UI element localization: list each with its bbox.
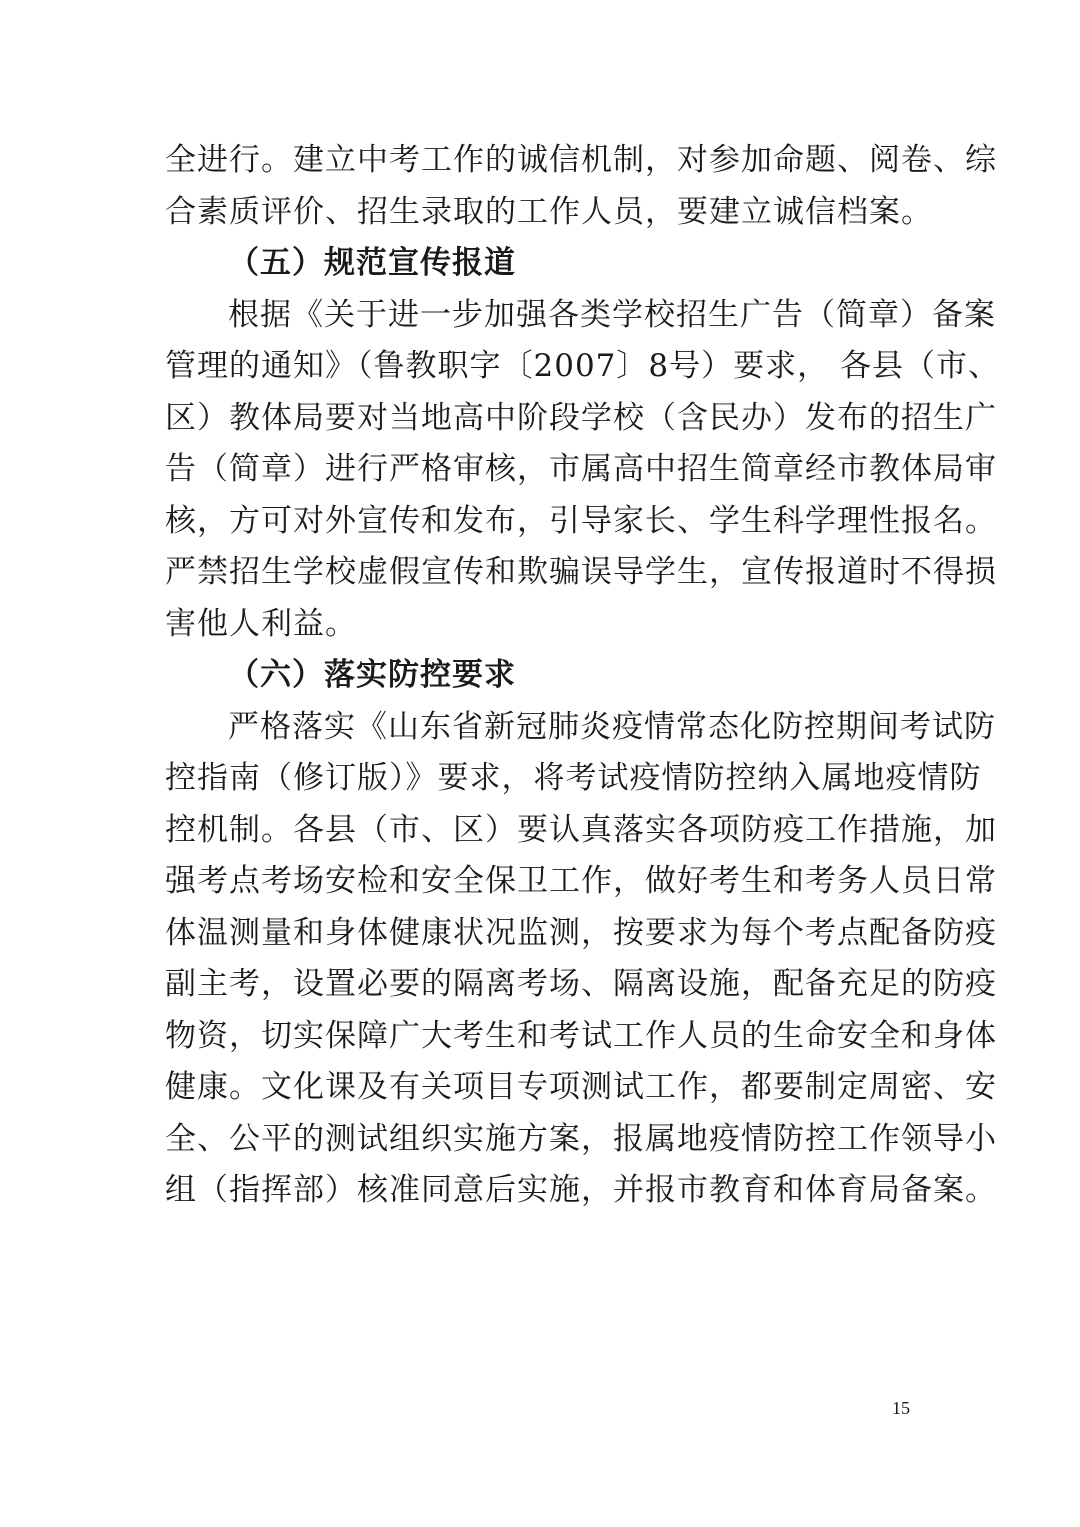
body-line: 健康。文化课及有关项目专项测试工作，都要制定周密、安 bbox=[165, 1069, 997, 1105]
body-line: 组（指挥部）核准同意后实施，并报市教育和体育局备案。 bbox=[165, 1172, 997, 1208]
body-line: 合素质评价、招生录取的工作人员，要建立诚信档案。 bbox=[165, 194, 933, 230]
body-line: 害他人利益。 bbox=[165, 606, 357, 642]
body-line: 控机制。各县（市、区）要认真落实各项防疫工作措施，加 bbox=[165, 812, 997, 848]
body-line: 全进行。建立中考工作的诚信机制，对参加命题、阅卷、综 bbox=[165, 142, 997, 178]
body-line: 根据《关于进一步加强各类学校招生广告（简章）备案 bbox=[228, 297, 996, 333]
body-line: 体温测量和身体健康状况监测，按要求为每个考点配备防疫 bbox=[165, 915, 997, 951]
body-line: 副主考，设置必要的隔离考场、隔离设施，配备充足的防疫 bbox=[165, 966, 997, 1002]
page-number: 15 bbox=[892, 1398, 910, 1418]
body-line: 区）教体局要对当地高中阶段学校（含民办）发布的招生广 bbox=[165, 400, 997, 436]
body-line: 强考点考场安检和安全保卫工作，做好考生和考务人员日常 bbox=[165, 863, 997, 899]
body-line: 管理的通知》（鲁教职字〔2007〕8号）要求， 各县（市、 bbox=[165, 348, 1000, 384]
body-line: 核，方可对外宣传和发布，引导家长、学生科学理性报名。 bbox=[165, 503, 997, 539]
section-heading: （五）规范宣传报道 bbox=[228, 245, 516, 281]
body-line: 告（简章）进行严格审核，市属高中招生简章经市教体局审 bbox=[165, 451, 997, 487]
section-heading: （六）落实防控要求 bbox=[228, 657, 516, 693]
body-line: 物资，切实保障广大考生和考试工作人员的生命安全和身体 bbox=[165, 1018, 997, 1054]
body-line: 控指南（修订版）》要求，将考试疫情防控纳入属地疫情防 bbox=[165, 760, 982, 796]
body-line: 严禁招生学校虚假宣传和欺骗误导学生，宣传报道时不得损 bbox=[165, 554, 997, 590]
body-line: 全、公平的测试组织实施方案，报属地疫情防控工作领导小 bbox=[165, 1121, 997, 1157]
body-line: 严格落实《山东省新冠肺炎疫情常态化防控期间考试防 bbox=[228, 709, 996, 745]
